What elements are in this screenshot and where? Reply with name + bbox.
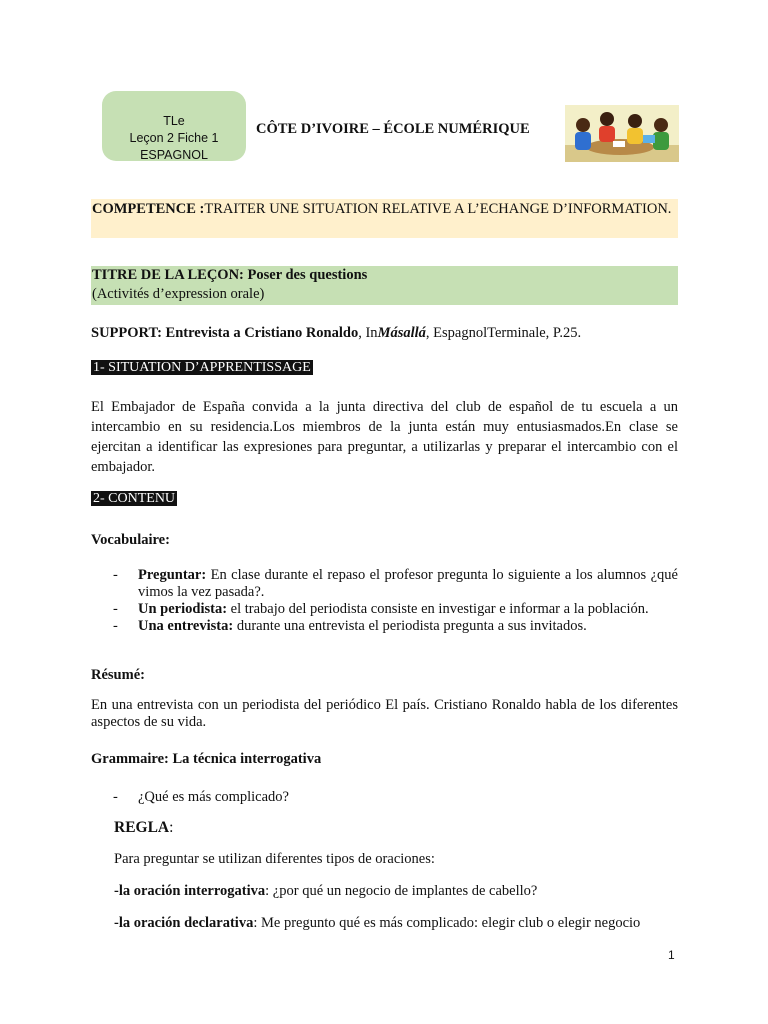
situation-paragraph: El Embajador de España convida a la junta directiva del club de español de tu escuela a un intercambio en su residencia.Los miembros de la junta están muy entusiasmados.En clase se ejercitan a identificar las expresiones para preguntar, a utilizarlas y preparar el intercambio con el embajador.: [91, 399, 678, 475]
regla-text: Para preguntar se utilizan diferentes tipos de oraciones:: [114, 851, 435, 867]
competence-label: COMPETENCE :: [92, 201, 205, 217]
grammar-label: Grammaire: La técnica interrogativa: [91, 751, 322, 767]
list-item: - ¿Qué es más complicado?: [113, 789, 289, 805]
example-interrogativa: -la oración interrogativa: ¿por qué un negocio de implantes de cabello?: [114, 883, 538, 899]
badge-subject: ESPAGNOL: [140, 148, 208, 161]
grammar-list: [113, 789, 678, 806]
list-item: - Un periodista: el trabajo del periodista consiste en investigar e informar a la población.: [113, 601, 649, 617]
lesson-subtitle: (Activités d’expression orale): [92, 286, 265, 302]
support-label: SUPPORT: Entrevista a Cristiano Ronaldo: [91, 325, 359, 341]
students-illustration-icon: [565, 105, 679, 162]
vocab-list: [113, 567, 678, 635]
regla-heading: REGLA:: [114, 819, 174, 836]
badge-level: TLe: [163, 114, 185, 128]
resume-label: Résumé:: [91, 667, 145, 683]
list-item: - Una entrevista: durante una entrevista el periodista pregunta a sus invitados.: [113, 618, 587, 634]
example-declarativa: -la oración declarativa: Me pregunto qué es más complicado: elegir club o elegir negocio: [114, 915, 641, 931]
lesson-title: TITRE DE LA LEÇON: Poser des questions: [92, 267, 368, 283]
support-book: Másallá: [377, 325, 426, 341]
competence-box: [91, 199, 678, 238]
vocab-label: Vocabulaire:: [91, 532, 170, 548]
page-number: 1: [668, 948, 675, 962]
section-heading-1: 1- SITUATION D’APPRENTISSAGE: [93, 360, 311, 375]
section-heading-2: 2- CONTENU: [93, 491, 176, 506]
list-item: - Preguntar: En clase durante el repaso el profesor pregunta lo siguiente a los alumnos ¿qué vimos la vez pasada?.: [113, 567, 678, 600]
support-line: [91, 323, 678, 343]
resume-paragraph: En una entrevista con un periodista del periódico El país. Cristiano Ronaldo habla de los diferentes aspectos de su vida.: [91, 697, 678, 730]
lesson-title-box: [91, 266, 678, 305]
page-title: CÔTE D’IVOIRE – ÉCOLE NUMÉRIQUE: [256, 121, 530, 137]
badge-lesson: Leçon 2 Fiche 1: [129, 131, 219, 145]
lesson-badge: [102, 91, 246, 161]
support-prefix: , In: [358, 325, 378, 341]
support-ref: , EspagnolTerminale, P.25.: [425, 325, 582, 341]
competence-text: TRAITER UNE SITUATION RELATIVE A L’ECHANGE D’INFORMATION.: [204, 201, 672, 217]
